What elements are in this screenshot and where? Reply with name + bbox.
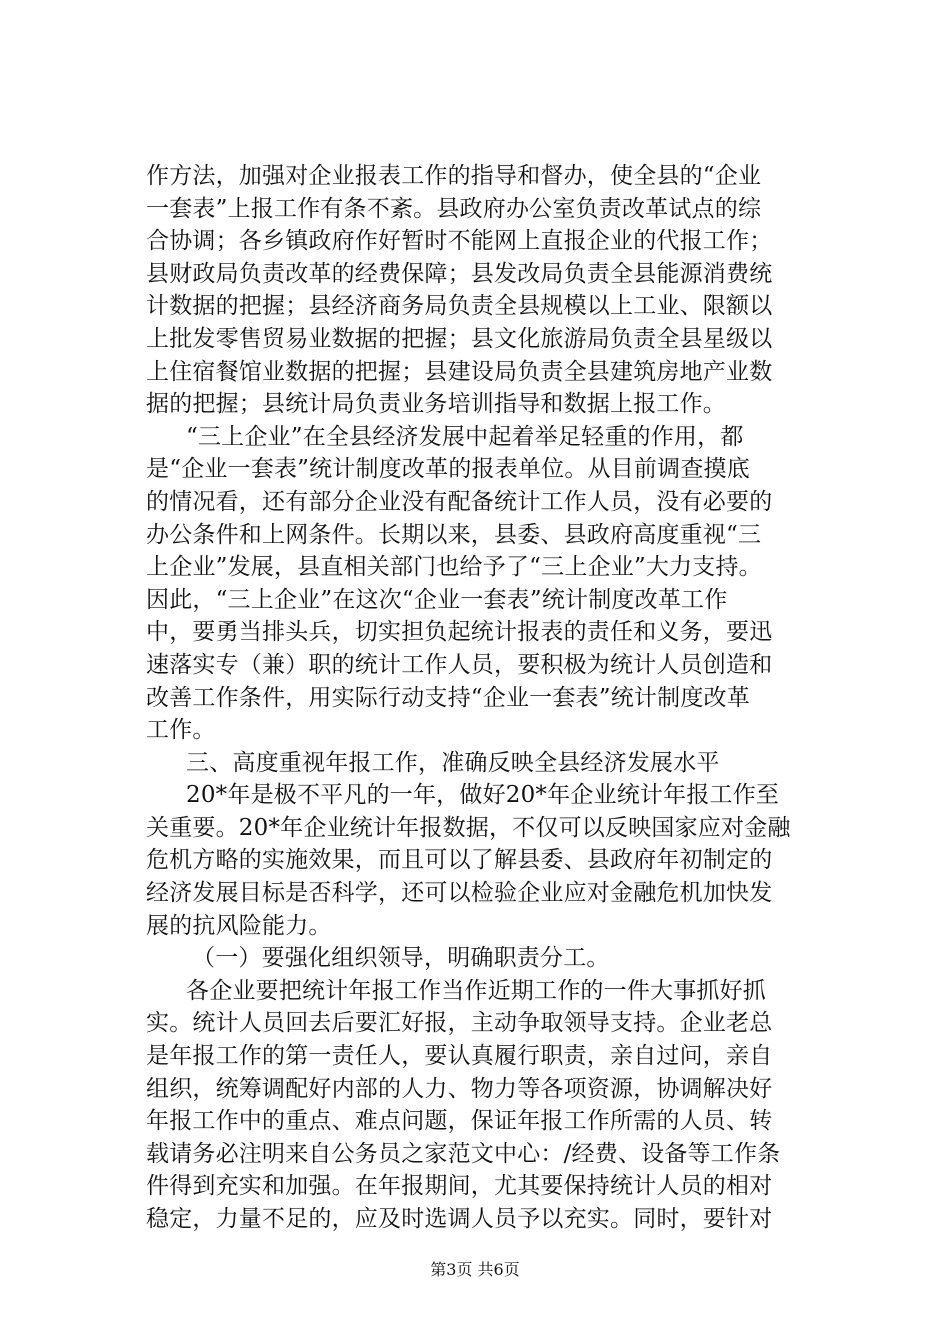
text-line: 办公条件和上网条件。长期以来，县委、县政府高度重视“三 — [146, 521, 762, 548]
text-line: 危机方略的实施效果，而且可以了解县委、县政府年初制定的 — [146, 847, 773, 874]
subsection-heading: （一）要强化组织领导，明确职责分工。 — [192, 945, 610, 972]
text-line: 上批发零售贸易业数据的把握；县文化旅游局负责全县星级以 — [146, 325, 773, 352]
text-line: 是“企业一套表”统计制度改革的报表单位。从目前调查摸底 — [146, 456, 750, 483]
text-line: 一套表”上报工作有条不紊。县政府办公室负责改革试点的综 — [146, 195, 762, 222]
text-line: 稳定，力量不足的，应及时选调人员予以充实。同时，要针对 — [146, 1206, 773, 1232]
text-line: 的情况看，还有部分企业没有配备统计工作人员，没有必要的 — [146, 488, 773, 515]
text-line: 中，要勇当排头兵，切实担负起统计报表的责任和义务，要迅 — [146, 619, 773, 646]
text-line: 县财政局负责改革的经费保障；县发改局负责全县能源消费统 — [146, 260, 773, 287]
text-line: 组织，统筹调配好内部的人力、物力等各项资源，协调解决好 — [146, 1075, 773, 1102]
text-line: 年报工作中的重点、难点问题，保证年报工作所需的人员、转 — [146, 1108, 773, 1135]
text-line: 是年报工作的第一责任人，要认真履行职责，亲自过问，亲自 — [146, 1043, 773, 1070]
text-line: 因此，“三上企业”在这次“企业一套表”统计制度改革工作 — [146, 586, 728, 613]
text-line: 上住宿餐馆业数据的把握；县建设局负责全县建筑房地产业数 — [146, 358, 773, 385]
text-line: 计数据的把握；县经济商务局负责全县规模以上工业、限额以 — [146, 293, 773, 320]
paragraph-first-line: 20*年是极不平凡的一年，做好20*年企业统计年报工作至 — [186, 782, 780, 809]
text-line: 作方法，加强对企业报表工作的指导和督办，使全县的“企业 — [146, 163, 762, 189]
text-line: 件得到充实和加强。在年报期间，尤其要保持统计人员的相对 — [146, 1173, 773, 1200]
text-line: 经济发展目标是否科学，还可以检验企业应对金融危机加快发 — [146, 880, 773, 907]
text-line: 速落实专（兼）职的统计工作人员，要积极为统计人员创造和 — [146, 651, 773, 678]
text-line: 据的把握；县统计局负责业务培训指导和数据上报工作。 — [146, 391, 726, 418]
text-line: 合协调；各乡镇政府作好暂时不能网上直报企业的代报工作； — [146, 228, 773, 255]
text-line: 工作。 — [146, 717, 216, 744]
text-line: 实。统计人员回去后要汇好报，主动争取领导支持。企业老总 — [146, 1010, 773, 1037]
text-line: 展的抗风险能力。 — [146, 912, 332, 939]
page-number-footer: 第3页 共6页 — [430, 1260, 520, 1279]
text-line: 上企业”发展，县直相关部门也给予了“三上企业”大力支持。 — [146, 554, 762, 581]
text-line: 关重要。20*年企业统计年报数据，不仅可以反映国家应对金融 — [146, 814, 791, 841]
paragraph-first-line: “三上企业”在全县经济发展中起着举足轻重的作用，都 — [186, 423, 744, 450]
section-heading: 三、高度重视年报工作，准确反映全县经济发展水平 — [186, 749, 720, 776]
text-line: 改善工作条件，用实际行动支持“企业一套表”统计制度改革 — [146, 684, 750, 711]
paragraph-first-line: 各企业要把统计年报工作当作近期工作的一件大事抓好抓 — [186, 977, 766, 1004]
text-line: 载请务必注明来自公务员之家范文中心：/经费、设备等工作条 — [146, 1140, 781, 1167]
document-body — [146, 160, 810, 1236]
